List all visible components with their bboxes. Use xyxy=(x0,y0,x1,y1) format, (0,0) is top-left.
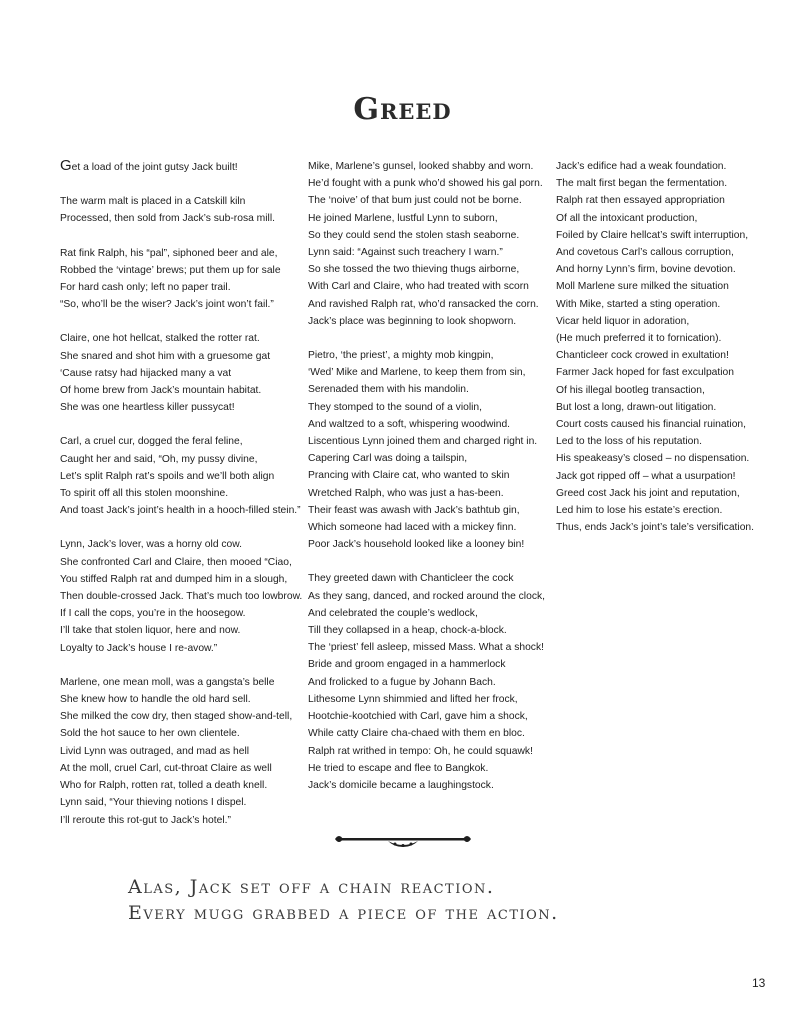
poem-line: He’d fought with a punk who’d showed his gal porn. xyxy=(308,178,543,190)
poem-line: Farmer Jack hoped for fast exculpation xyxy=(556,367,734,379)
poem-line: He tried to escape and flee to Bangkok. xyxy=(308,762,489,774)
poem-line: And celebrated the couple’s wedlock, xyxy=(308,607,478,619)
scroll-divider-icon xyxy=(333,830,473,850)
closing-line-1: Alas, Jack set off a chain reaction. xyxy=(128,876,495,898)
poem-line: Get a load of the joint gutsy Jack built! xyxy=(60,157,238,174)
stanza xyxy=(308,570,548,794)
poem-line: While catty Claire cha-chaed with them en bloc. xyxy=(308,728,525,740)
stanza xyxy=(308,347,548,553)
drop-cap: G xyxy=(60,157,72,174)
poem-line: Vicar held liquor in adoration, xyxy=(556,315,690,327)
poem-line: So they could send the stolen stash seaborne. xyxy=(308,229,520,241)
poem-line: They greeted dawn with Chanticleer the cock xyxy=(308,573,514,585)
poem-line: Their feast was awash with Jack’s bathtub gin, xyxy=(308,504,520,516)
poem-line: As they sang, danced, and rocked around the clock, xyxy=(308,590,545,602)
poem-line: Loyalty to Jack’s house I re-avow.” xyxy=(60,642,218,654)
poem-line: Of his illegal bootleg transaction, xyxy=(556,384,705,396)
poem-column-3 xyxy=(556,158,796,553)
poem-line: She knew how to handle the old hard sell. xyxy=(60,694,251,706)
poem-line: ‘Cause ratsy had hijacked many a vat xyxy=(60,367,232,379)
poem-line: If I call the cops, you’re in the hoosegow. xyxy=(60,608,246,620)
poem-line: For hard cash only; left no paper trail. xyxy=(60,282,231,294)
poem-line: Led to the loss of his reputation. xyxy=(556,436,702,448)
poem-line: The ‘noive’ of that bum just could not be borne. xyxy=(308,195,522,207)
closing-line-2: Every mugg grabbed a piece of the action. xyxy=(128,902,559,924)
poem-line: Ralph rat writhed in tempo: Oh, he could squawk! xyxy=(308,745,533,757)
poem-column-2 xyxy=(308,158,548,811)
poem-line: The warm malt is placed in a Catskill kiln xyxy=(60,196,246,208)
poem-line: And frolicked to a fugue by Johann Bach. xyxy=(308,676,496,688)
poem-line: Mike, Marlene’s gunsel, looked shabby and worn. xyxy=(308,161,534,172)
poem-line: Robbed the ‘vintage’ brews; put them up for sale xyxy=(60,264,281,276)
poem-line: Jack’s place was beginning to look shopworn. xyxy=(308,315,517,327)
poem-line: Sold the hot sauce to her own clientele. xyxy=(60,728,240,740)
poem-line: Hootchie-kootchied with Carl, gave him a shock, xyxy=(308,711,528,723)
poem-line: Claire, one hot hellcat, stalked the rotter rat. xyxy=(60,333,260,345)
closing-couplet xyxy=(128,874,728,926)
poem-line: At the moll, cruel Carl, cut-throat Claire as well xyxy=(60,762,272,774)
poem-line: His speakeasy’s closed – no dispensation. xyxy=(556,453,750,465)
poem-line: To spirit off all this stolen moonshine. xyxy=(60,488,229,500)
poem-line: “So, who’ll be the wiser? Jack’s joint won’t fail.” xyxy=(60,299,274,311)
poem-line: I’ll reroute this rot-gut to Jack’s hotel.” xyxy=(60,814,231,826)
poem-line: Till they collapsed in a heap, chock-a-block. xyxy=(308,625,507,637)
poem-line: Let’s split Ralph rat’s spoils and we’ll both align xyxy=(60,470,275,482)
poem-line: And covetous Carl’s callous corruption, xyxy=(556,247,734,259)
poem-line: Serenaded them with his mandolin. xyxy=(308,384,469,396)
poem-line: Then double-crossed Jack. That’s much too lowbrow. xyxy=(60,591,303,603)
stanza xyxy=(60,433,301,519)
poem-line: She snared and shot him with a gruesome gat xyxy=(60,350,271,362)
poem-line: Led him to lose his estate’s erection. xyxy=(556,505,723,517)
poem-line: And ravished Ralph rat, who’d ransacked the corn. xyxy=(308,298,539,310)
poem-line: With Mike, started a sting operation. xyxy=(556,298,721,310)
poem-line: Livid Lynn was outraged, and mad as hell xyxy=(60,745,250,757)
poem-line: Capering Carl was doing a tailspin, xyxy=(308,453,468,465)
poem-line: Rat fink Ralph, his “pal”, siphoned beer and ale, xyxy=(60,247,278,259)
poem-line: She confronted Carl and Claire, then mooed “Ciao, xyxy=(60,556,292,568)
poem-line: Lynn said: “Against such treachery I warn.” xyxy=(308,247,503,259)
poem-line: ‘Wed’ Mike and Marlene, to keep them from sin, xyxy=(308,367,526,379)
poem-line: (He much preferred it to fornication). xyxy=(556,333,722,345)
poem-column-1 xyxy=(60,157,303,846)
poem-line: Greed cost Jack his joint and reputation, xyxy=(556,487,740,499)
poem-line: The ‘priest’ fell asleep, missed Mass. What a shock! xyxy=(308,642,544,654)
stanza xyxy=(60,158,295,176)
poem-line: Marlene, one mean moll, was a gangsta’s belle xyxy=(60,676,275,688)
stanza xyxy=(60,330,295,416)
poem-line: They stomped to the sound of a violin, xyxy=(308,401,483,413)
poem-line: She was one heartless killer pussycat! xyxy=(60,402,235,414)
poem-line: And waltzed to a soft, whispering woodwind. xyxy=(308,418,511,430)
poem-line: And horny Lynn’s firm, bovine devotion. xyxy=(556,264,736,276)
stanza xyxy=(60,193,295,227)
page-title: Greed xyxy=(353,92,452,127)
poem-line: Lynn said, “Your thieving notions I dispel. xyxy=(60,797,247,809)
stanza xyxy=(60,245,295,314)
poem-line: Pietro, ‘the priest’, a mighty mob kingpin, xyxy=(308,350,494,362)
poem-line: You stiffed Ralph rat and dumped him in a slough, xyxy=(60,573,288,585)
poem-line: Ralph rat then essayed appropriation xyxy=(556,195,725,207)
poem-line: Court costs caused his financial ruination, xyxy=(556,419,747,431)
poem-line: But lost a long, drawn-out litigation. xyxy=(556,401,717,413)
poem-line: So she tossed the two thieving thugs airborne, xyxy=(308,264,520,276)
poem-line: Jack got ripped off – what a usurpation! xyxy=(556,470,736,482)
stanza xyxy=(308,158,548,330)
poem-line: Of home brew from Jack’s mountain habitat. xyxy=(60,385,262,397)
poem-line: Jack’s edifice had a weak foundation. xyxy=(556,161,727,172)
poem-line: With Carl and Claire, who had treated with scorn xyxy=(308,281,529,293)
poem-line: Lithesome Lynn shimmied and lifted her frock, xyxy=(308,693,518,705)
poem-line: Chanticleer cock crowed in exultation! xyxy=(556,350,729,362)
stanza xyxy=(60,536,303,656)
poem-line: Wretched Ralph, who was just a has-been. xyxy=(308,487,504,499)
stanza xyxy=(60,674,295,829)
poem-line: I’ll take that stolen liquor, here and now. xyxy=(60,625,241,637)
poem-line: Carl, a cruel cur, dogged the feral feline, xyxy=(60,436,243,448)
poem-line: Which someone had laced with a mickey finn. xyxy=(308,522,517,534)
poem-line: Caught her and said, “Oh, my pussy divine, xyxy=(60,453,258,465)
poem-line: Moll Marlene sure milked the situation xyxy=(556,281,729,293)
poem-line: Jack’s domicile became a laughingstock. xyxy=(308,779,494,791)
poem-line: Prancing with Claire cat, who wanted to skin xyxy=(308,470,510,482)
poem-line: Liscentious Lynn joined them and charged right in. xyxy=(308,436,538,448)
stanza xyxy=(556,158,796,536)
poem-line: Of all the intoxicant production, xyxy=(556,212,698,224)
poem-line: And toast Jack’s joint’s health in a hooch-filled stein.” xyxy=(60,505,301,517)
poem-line: Thus, ends Jack’s joint’s tale’s versification. xyxy=(556,522,755,534)
poem-line: Bride and groom engaged in a hammerlock xyxy=(308,659,506,671)
poem-line: Processed, then sold from Jack’s sub-rosa mill. xyxy=(60,213,275,225)
poem-line: Who for Ralph, rotten rat, tolled a death knell. xyxy=(60,780,268,792)
poem-line: She milked the cow dry, then staged show-and-tell, xyxy=(60,711,293,723)
poem-line: Foiled by Claire hellcat’s swift interruption, xyxy=(556,229,749,241)
page-number: 13 xyxy=(752,976,766,990)
poem-line: The malt first began the fermentation. xyxy=(556,178,728,190)
poem-line: Poor Jack’s household looked like a looney bin! xyxy=(308,539,525,551)
poem-line: Lynn, Jack’s lover, was a horny old cow. xyxy=(60,539,243,551)
poem-line: He joined Marlene, lustful Lynn to suborn, xyxy=(308,212,498,224)
